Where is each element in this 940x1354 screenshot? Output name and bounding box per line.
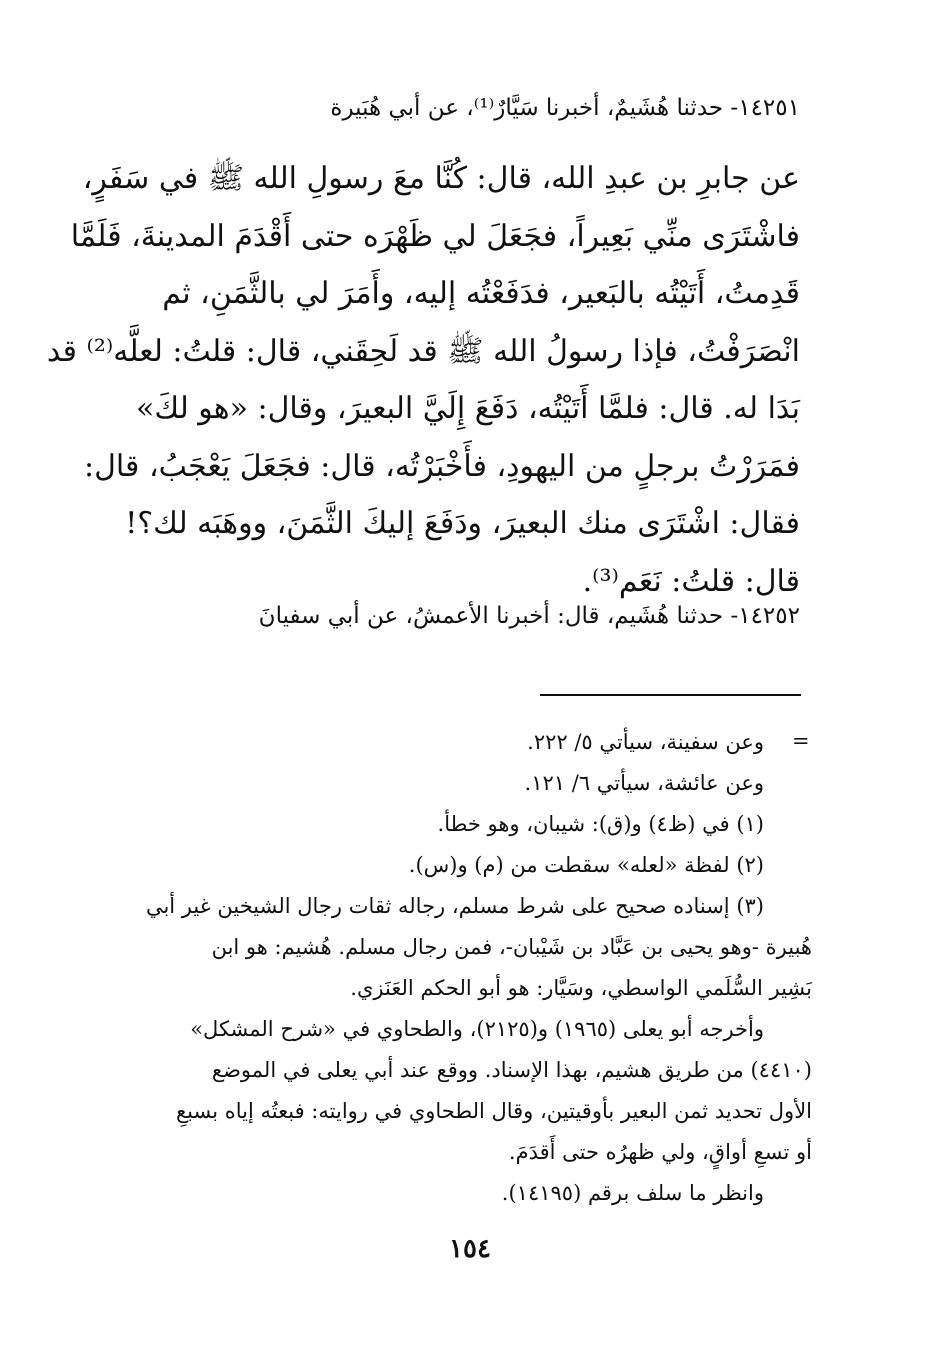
hadith-line: قَدِمتُ، أَتَيْتُه بالبَعير، فدَفَعْتُه إليه، وأَمَرَ لي بالثَّمَنِ، ثم xyxy=(162,276,800,311)
hadith-line: فمَرَرْتُ برجلٍ من اليهودِ، فأَخْبَرْتُه، قال: فجَعَلَ يَعْجَبُ، قال: xyxy=(84,448,800,484)
footnote-3-line: هُبيرة -وهو يحيى بن عَبَّاد بن شَيْبان-، فمن رجال مسلم. هُشيم: هو ابن xyxy=(211,935,812,959)
hadith-line: عن جابرِ بن عبدِ الله، قال: كُنَّا معَ رسولِ الله ﷺ في سَفَرٍ، xyxy=(82,161,800,196)
hadith-14252-header: ١٤٢٥٢- حدثنا هُشَيم، قال: أخبرنا الأعمشُ، عن أبي سفيانَ xyxy=(258,603,800,629)
footnote-line: وعن عائشة، سيأتي ٦/ ١٢١. xyxy=(524,771,764,795)
footnote-separator xyxy=(540,694,801,696)
footnotes xyxy=(100,722,812,1214)
footnote-3-line: وأخرجه أبو يعلى (١٩٦٥) و(٢١٢٥)، والطحاوي في «شرح المشكل» xyxy=(190,1017,764,1041)
hadith-line: فقال: اشْتَرَى منك البعيرَ، ودَفَعَ إليكَ الثَّمَنَ، ووهَبَه لك؟! xyxy=(125,506,800,541)
footnote-3-line: الأول تحديد ثمن البعير بأوقيتين، وقال الطحاوي في روايته: فبعتُه إياه بسبعِ xyxy=(176,1099,812,1123)
footnote-3-line: وانظر ما سلف برقم (١٤١٩٥). xyxy=(501,1181,764,1205)
footnote-3-line: أو تسعِ أواقٍ، ولي ظهرُه حتى أَقدَمَ. xyxy=(508,1140,812,1164)
footnote-2: (٢) لفظة «لعله» سقطت من (م) و(س). xyxy=(408,853,764,877)
footnote-line: وعن سفينة، سيأتي ٥/ ٢٢٢. xyxy=(527,730,764,754)
hadith-line: انْصَرَفْتُ، فإذا رسولُ الله ﷺ قد لَحِقَني، قال: قلتُ: لعلَّه⁽²⁾ قد xyxy=(46,333,800,369)
hadith-line: فاشْتَرَى منِّي بَعِيراً، فجَعَلَ لي ظَهْرَه حتى أَقْدَمَ المدينةَ، فَلَمَّا xyxy=(70,218,800,254)
footnote-3-line: بَشِير السُّلَمي الواسطي، وسَيَّار: هو أبو الحكم العَنَزي. xyxy=(350,976,812,1000)
footnote-3-line: (٤٤١٠) من طريق هشيم، بهذا الإسناد. ووقع عند أبي يعلى في الموضع xyxy=(211,1058,812,1082)
footnote-continuation-marker: = xyxy=(792,729,810,753)
hadith-14251-body xyxy=(46,150,800,610)
hadith-14251-header: ١٤٢٥١- حدثنا هُشَيمٌ، أخبرنا سَيَّارٌ⁽¹⁾، عن أبي هُبَيرة xyxy=(330,95,800,121)
footnote-1: (١) في (ظ٤) و(ق): شيبان، وهو خطأ. xyxy=(437,812,764,836)
footnote-3-line: (٣) إسناده صحيح على شرط مسلم، رجاله ثقات رجال الشيخين غير أبي xyxy=(145,894,764,918)
hadith-line: قال: قلتُ: نَعَم⁽³⁾. xyxy=(582,563,800,599)
hadith-line: بَدَا له. قال: فلمَّا أَتَيْتُه، دَفَعَ إِلَيَّ البعيرَ، وقال: «هو لكَ» xyxy=(135,391,800,426)
page-number: ١٥٤ xyxy=(449,1234,491,1264)
